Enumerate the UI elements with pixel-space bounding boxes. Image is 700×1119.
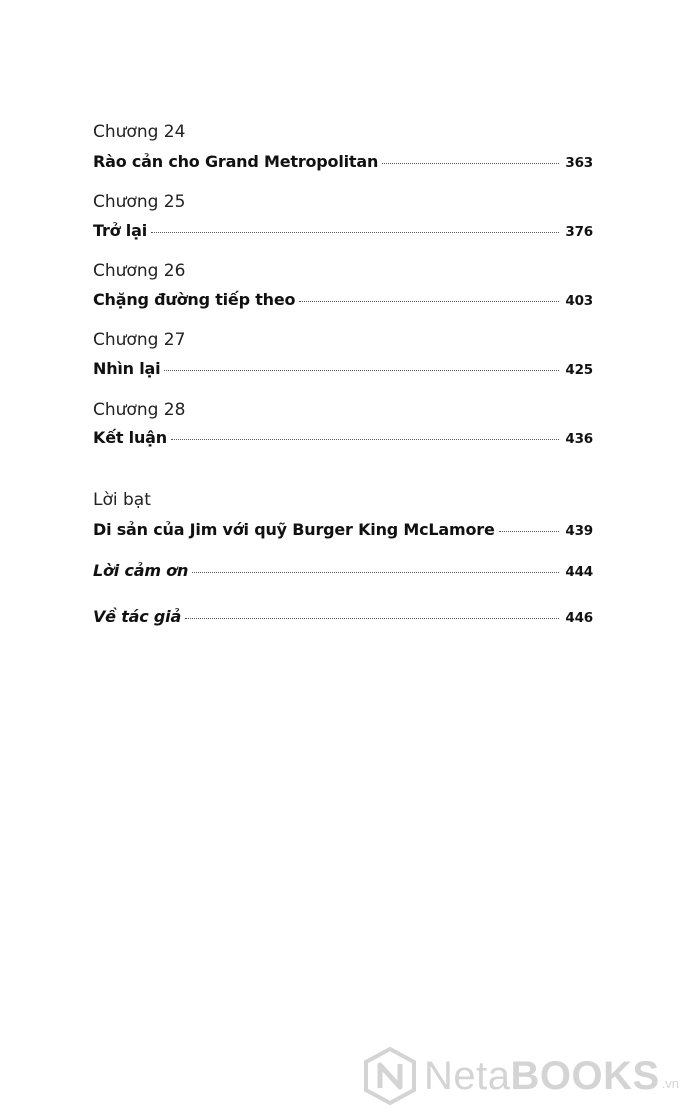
toc-entry[interactable]	[93, 290, 593, 309]
dot-leader	[151, 231, 559, 233]
toc-entry-title: Trở lại	[93, 221, 147, 240]
toc-entry-title: Kết luận	[93, 428, 167, 447]
toc-entry-page: 376	[565, 224, 593, 240]
toc-entry-page: 446	[565, 610, 593, 626]
toc-entry-title: Di sản của Jim với quỹ Burger King McLamore	[93, 520, 495, 539]
chapter-label: Chương 24	[93, 122, 186, 142]
toc-entry[interactable]	[93, 520, 593, 539]
dot-leader	[499, 530, 560, 532]
watermark-brand-bold: BOOKS	[510, 1053, 660, 1098]
dot-leader	[185, 617, 559, 619]
watermark-brand-light: Neta	[424, 1053, 511, 1098]
toc-entry-title: Chặng đường tiếp theo	[93, 290, 296, 309]
watermark-brand	[424, 1054, 660, 1099]
dot-leader	[382, 162, 559, 164]
toc-entry-about-author[interactable]	[93, 607, 593, 626]
toc-entry-title: Lời cảm ơn	[93, 561, 189, 580]
toc-entry-page: 425	[565, 362, 593, 378]
toc-entry-page: 439	[565, 523, 593, 539]
toc-entry[interactable]	[93, 221, 593, 240]
chapter-label: Chương 27	[93, 330, 186, 350]
toc-entry-title: Rào cản cho Grand Metropolitan	[93, 152, 379, 171]
dot-leader	[299, 300, 559, 302]
toc-entry-page: 403	[565, 293, 593, 309]
dot-leader	[192, 571, 559, 573]
netabooks-watermark	[364, 1046, 700, 1106]
toc-entry-title: Về tác giả	[93, 607, 182, 626]
watermark-suffix: .vn	[661, 1075, 680, 1091]
toc-entry-title: Nhìn lại	[93, 359, 161, 378]
netabooks-logo-icon	[364, 1047, 416, 1105]
toc-entry[interactable]	[93, 152, 593, 171]
toc-entry-page: 363	[565, 155, 593, 171]
dot-leader	[171, 438, 559, 440]
toc-entry-page: 444	[565, 564, 593, 580]
toc-entry-acknowledgements[interactable]	[93, 561, 593, 580]
afterword-label: Lời bạt	[93, 490, 151, 510]
chapter-label: Chương 25	[93, 192, 186, 212]
dot-leader	[164, 369, 559, 371]
toc-entry[interactable]	[93, 359, 593, 378]
toc-entry-page: 436	[565, 431, 593, 447]
toc-entry[interactable]	[93, 428, 593, 447]
chapter-label: Chương 26	[93, 261, 186, 281]
chapter-label: Chương 28	[93, 400, 186, 420]
